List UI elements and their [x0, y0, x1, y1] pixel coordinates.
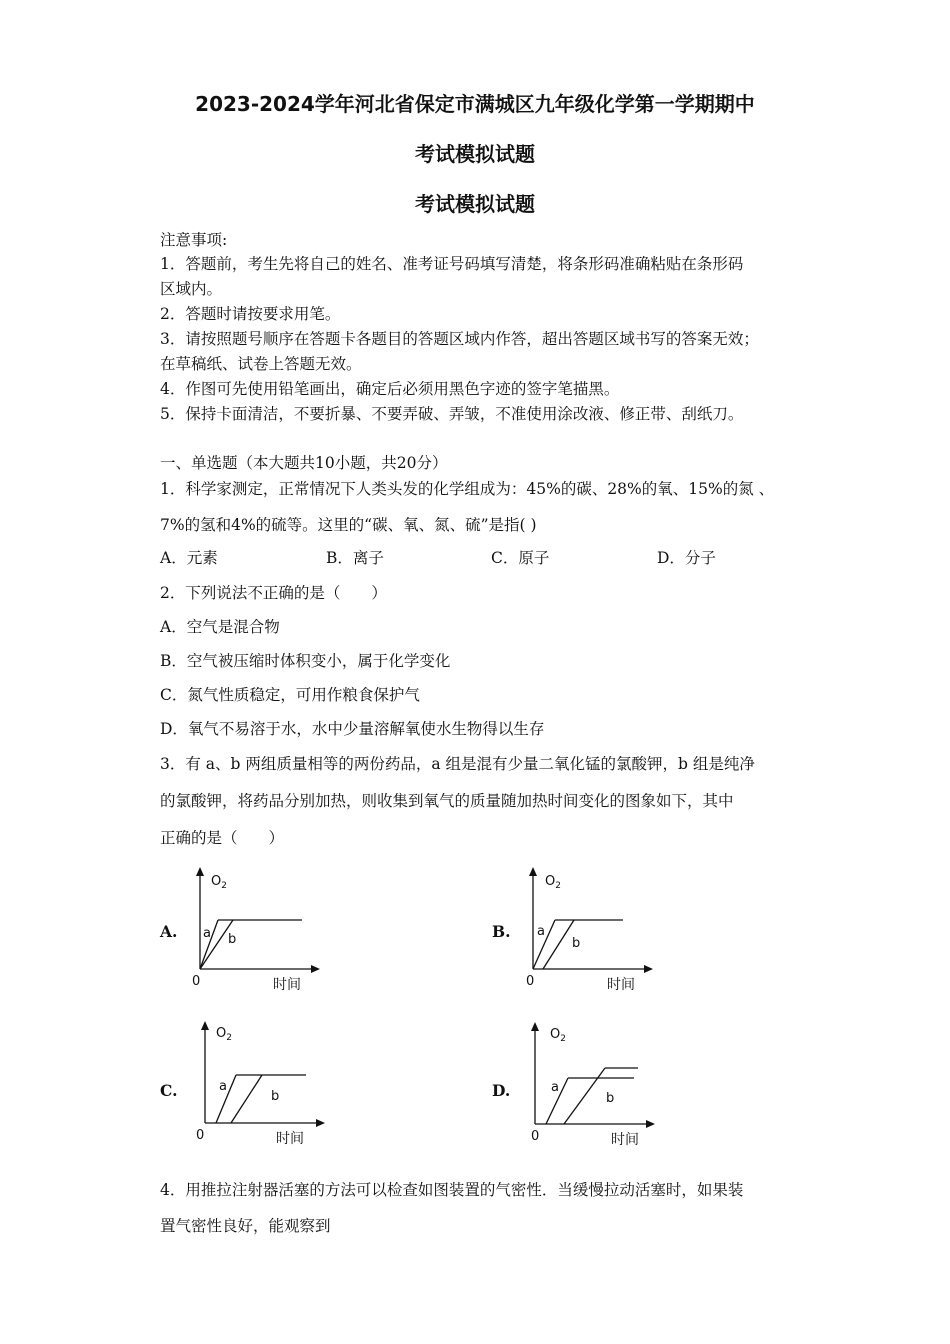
y-axis-label: $O_2$: [550, 1027, 566, 1044]
curve-b-label: b: [572, 936, 581, 951]
notice-line: 3．请按照题号顺序在答题卡各题目的答题区域内作答，超出答题区域书写的答案无效；: [160, 330, 759, 348]
page-title-line-1: 2023-2024学年河北省保定市满城区九年级化学第一学期期中: [195, 92, 755, 116]
q2-option-c[interactable]: C．氮气性质稳定，可用作粮食保护气: [160, 686, 420, 704]
q1-option-b[interactable]: B．离子: [326, 549, 384, 567]
page-title-line-2: 考试模拟试题: [415, 142, 535, 166]
origin-label: 0: [192, 974, 201, 989]
x-axis-arrow-icon: [311, 965, 320, 973]
q2-stem: 2．下列说法不正确的是（ ）: [160, 584, 387, 602]
notice-line: 在草稿纸、试卷上答题无效。: [160, 355, 362, 373]
origin-label: 0: [531, 1129, 540, 1144]
q3-graph-a: [185, 865, 325, 995]
notice-heading: 注意事项:: [160, 231, 228, 249]
x-axis-arrow-icon: [316, 1119, 325, 1127]
notice-line: 5．保持卡面清洁，不要折暴、不要弄破、弄皱，不准使用涂改液、修正带、刮纸刀。: [160, 405, 744, 423]
q2-option-d[interactable]: D．氧气不易溶于水，水中少量溶解氧使水生物得以生存: [160, 720, 545, 738]
curve-a-label: a: [551, 1080, 559, 1095]
q3-option-b-label[interactable]: B.: [492, 922, 511, 941]
q1-option-a[interactable]: A．元素: [160, 549, 218, 567]
y-axis-label: $O_2$: [211, 874, 227, 891]
curve-b-label: b: [606, 1091, 615, 1106]
curve-b: [564, 1068, 605, 1124]
x-axis-label: 时间: [611, 1132, 639, 1148]
x-axis-label: 时间: [607, 977, 635, 993]
q4-stem-line-1: 4．用推拉注射器活塞的方法可以检查如图装置的气密性．当缓慢拉动活塞时，如果装: [160, 1181, 744, 1199]
q3-stem-line-1: 3．有 a、b 两组质量相等的两份药品，a 组是混有少量二氧化锰的氯酸钾，b 组是纯净: [160, 755, 755, 773]
q3-option-d-label[interactable]: D.: [492, 1081, 511, 1100]
x-axis-arrow-icon: [644, 965, 653, 973]
notice-line: 1．答题前，考生先将自己的姓名、准考证号码填写清楚，将条形码准确粘贴在条形码: [160, 255, 744, 273]
q2-option-b[interactable]: B．空气被压缩时体积变小，属于化学变化: [160, 652, 451, 670]
x-axis-label: 时间: [273, 977, 301, 993]
y-axis-arrow-icon: [531, 1022, 539, 1031]
q3-stem-line-3: 正确的是（ ）: [160, 829, 285, 847]
origin-label: 0: [526, 974, 535, 989]
q1-option-c[interactable]: C．原子: [491, 549, 550, 567]
q3-graph-b: [518, 865, 658, 995]
origin-label: 0: [196, 1128, 205, 1143]
curve-a-label: a: [203, 926, 211, 941]
section-heading: 一、单选题（本大题共10小题，共20分）: [160, 454, 448, 472]
q3-option-c-label[interactable]: C.: [160, 1081, 178, 1100]
y-axis-label: $O_2$: [216, 1026, 232, 1043]
q3-graph-d: [520, 1020, 670, 1152]
q3-graph-c: [190, 1019, 330, 1151]
notice-line: 4．作图可先使用铅笔画出，确定后必须用黑色字迹的签字笔描黑。: [160, 380, 620, 398]
y-axis-label: $O_2$: [545, 874, 561, 891]
q4-stem-line-2: 置气密性良好，能观察到: [160, 1217, 331, 1235]
notice-line: 2．答题时请按要求用笔。: [160, 305, 341, 323]
page-title-line-3: 考试模拟试题: [415, 192, 535, 216]
curve-b: [543, 920, 574, 969]
x-axis-label: 时间: [276, 1131, 304, 1147]
curve-b: [231, 1075, 262, 1123]
curve-b-label: b: [228, 932, 237, 947]
curve-b-label: b: [271, 1089, 280, 1104]
y-axis-arrow-icon: [201, 1021, 209, 1030]
q3-stem-line-2: 的氯酸钾，将药品分别加热，则收集到氧气的质量随加热时间变化的图象如下，其中: [160, 792, 734, 810]
q1-stem-line-1: 1．科学家测定，正常情况下人类头发的化学组成为：45%的碳、28%的氧、15%的氮 、: [160, 480, 775, 498]
q1-options: [160, 546, 800, 568]
q1-option-d[interactable]: D．分子: [657, 549, 716, 567]
y-axis-arrow-icon: [196, 867, 204, 876]
curve-a-label: a: [537, 924, 545, 939]
q2-option-a[interactable]: A．空气是混合物: [160, 618, 280, 636]
notice-line: 区域内。: [160, 280, 223, 298]
curve-a-label: a: [219, 1079, 227, 1094]
q3-option-a-label[interactable]: A.: [160, 922, 178, 941]
q1-stem-line-2: 7%的氢和4%的硫等。这里的“碳、氧、氮、硫”是指( ): [160, 516, 537, 534]
x-axis-arrow-icon: [646, 1120, 655, 1128]
y-axis-arrow-icon: [529, 867, 537, 876]
